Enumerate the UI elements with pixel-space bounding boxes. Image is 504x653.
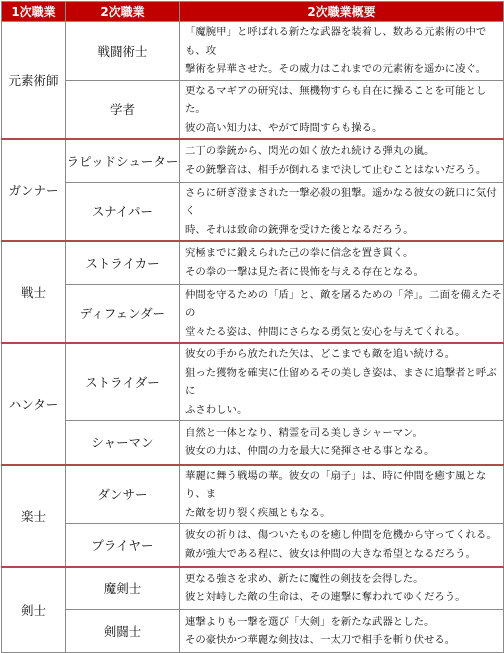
first-job-cell: 楽士	[2, 465, 66, 567]
second-job-cell: ストライカー	[66, 241, 180, 284]
table-row	[2, 241, 504, 284]
second-job-cell: 学者	[66, 80, 180, 139]
first-job-cell: 元素術師	[2, 22, 66, 140]
second-job-cell: シャーマン	[66, 421, 180, 465]
first-job-cell: 戦士	[2, 241, 66, 343]
table-row	[2, 343, 504, 421]
table-row	[2, 567, 504, 610]
second-job-cell: ダンサー	[66, 465, 180, 524]
table-row	[2, 284, 504, 343]
description-cell: 究極までに鍛えられた己の拳に信念を置き貫く。 その拳の一撃は見た者に畏怖を与える存在となる。	[180, 241, 504, 284]
second-job-cell: ディフェンダー	[66, 284, 180, 343]
table-row	[2, 610, 504, 653]
description-cell: 仲間を守るための「盾」と、敵を屠るための「斧」。二面を備えたその 堂々たる姿は、仲間にさらなる勇気と安心を与えてくれる。	[180, 284, 504, 343]
description-cell: 華麗に舞う戦場の華。彼女の「扇子」は、時に仲間を癒す風となり、ま た敵を切り裂く疾風ともなる。	[180, 465, 504, 524]
second-job-cell: ラピッドシューター	[66, 139, 180, 182]
second-job-cell: スナイパー	[66, 182, 180, 241]
second-job-cell: プライヤー	[66, 524, 180, 567]
second-job-cell: 戦闘術士	[66, 22, 180, 81]
table-row	[2, 139, 504, 182]
second-job-cell: ストライダー	[66, 343, 180, 421]
job-class-table	[1, 1, 504, 653]
header-second-job: 2次職業	[66, 2, 180, 22]
description-cell: 連撃よりも一撃を選び「大剣」を新たな武器とした。 その豪快かつ華麗な剣技は、一太刀で相手を斬り伏せる。	[180, 610, 504, 653]
header-row	[2, 2, 504, 22]
description-cell: 更なる強さを求め、新たに魔性の剣技を会得した。 彼と対峙した敵の生命は、その連撃に奪われてゆくだろう。	[180, 567, 504, 610]
description-cell: 彼女の手から放たれた矢は、どこまでも敵を追い続ける。 狙った獲物を確実に仕留めるその美しき姿は、まさに追撃者と呼ぶに ふさわしい。	[180, 343, 504, 421]
table-row	[2, 465, 504, 524]
description-cell: 自然と一体となり、精霊を司る美しきシャーマン。 彼女の力は、仲間の力を最大に発揮させる事となる。	[180, 421, 504, 465]
first-job-cell: ガンナー	[2, 139, 66, 241]
table-row	[2, 80, 504, 139]
second-job-cell: 剣闘士	[66, 610, 180, 653]
first-job-cell: ハンター	[2, 343, 66, 465]
header-first-job: 1次職業	[2, 2, 66, 22]
table-row	[2, 22, 504, 81]
description-cell: さらに研ぎ澄まされた一撃必殺の狙撃。遥かなる彼女の銃口に気付く 時、それは致命の銃弾を受けた後となるだろう。	[180, 182, 504, 241]
description-cell: 彼女の祈りは、傷ついたものを癒し仲間を危機から守ってくれる。 敵が強大である程に、彼女は仲間の大きな希望となるだろう。	[180, 524, 504, 567]
table-row	[2, 524, 504, 567]
job-table	[1, 1, 503, 646]
second-job-cell: 魔剣士	[66, 567, 180, 610]
description-cell: 「魔腕甲」と呼ばれる新たな武器を装着し、数ある元素術の中でも、攻 撃術を昇華させた。その威力はこれまでの元素術を遥かに凌ぐ。	[180, 22, 504, 81]
first-job-cell: 剣士	[2, 567, 66, 653]
description-cell: 二丁の拳銃から、閃光の如く放たれ続ける弾丸の嵐。 その銃撃音は、相手が倒れるまで決して止むことはないだろう。	[180, 139, 504, 182]
table-row	[2, 421, 504, 465]
table-row	[2, 182, 504, 241]
description-cell: 更なるマギアの研究は、無機物すらも自在に操ることを可能とした。 彼の高い知力は、やがて時間すらも操る。	[180, 80, 504, 139]
header-second-job-summary: 2次職業概要	[180, 2, 504, 22]
